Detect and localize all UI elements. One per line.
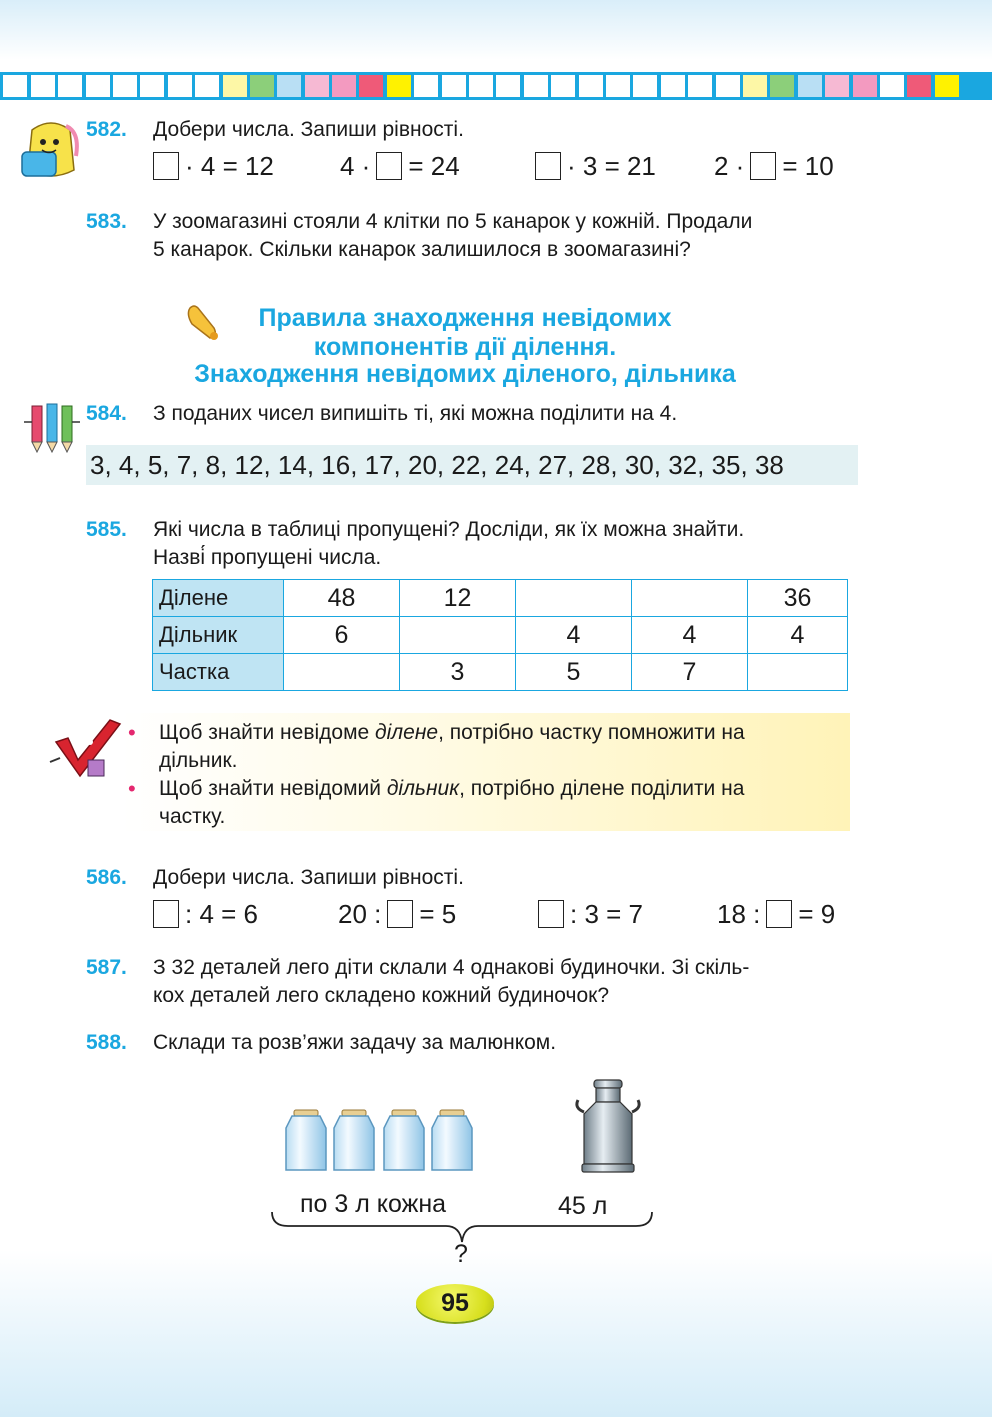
strip-square — [3, 75, 27, 97]
exercise-number-585: 585. — [86, 518, 127, 541]
rule-1-line1: Щоб знайти невідоме ділене, потрібно частку помножити на — [159, 721, 745, 744]
strip-square — [716, 75, 740, 97]
equation-586-4: 18 : = 9 — [717, 899, 836, 929]
exercise-number-582: 582. — [86, 118, 127, 141]
equation-582-2: 4 · = 24 — [340, 151, 460, 181]
table-cell: 48 — [284, 580, 400, 617]
checkmark-mascot-icon — [48, 716, 124, 782]
table-cell — [748, 654, 848, 691]
table-cell — [516, 580, 632, 617]
exercise-588-text: Склади та розв’яжи задачу за малюнком. — [153, 1031, 557, 1054]
strip-square — [387, 75, 411, 97]
answer-box[interactable] — [387, 900, 413, 928]
table-cell: 4 — [632, 617, 748, 654]
strip-square — [223, 75, 247, 97]
strip-square — [113, 75, 137, 97]
exercise-582-text: Добери числа. Запиши рівності. — [153, 118, 464, 141]
section-title-line3: Знаходження невідомих діленого, дільника — [194, 360, 736, 388]
strip-square — [907, 75, 931, 97]
table-cell — [400, 617, 516, 654]
exercise-number-584: 584. — [86, 402, 127, 425]
division-table — [152, 579, 848, 691]
strip-square — [86, 75, 110, 97]
equation-586-3: : 3 = 7 — [538, 898, 643, 930]
strip-square — [250, 75, 274, 97]
exercise-585-line2: Назві́ пропущені числа. — [153, 546, 382, 569]
strip-square — [168, 75, 192, 97]
strip-square — [880, 75, 904, 97]
equation-582-4: 2 · = 10 — [714, 151, 834, 181]
answer-box[interactable] — [153, 900, 179, 928]
strip-square — [524, 75, 548, 97]
pencils-icon — [22, 402, 82, 454]
strip-square — [496, 75, 520, 97]
table-row — [153, 617, 848, 654]
exercise-number-588: 588. — [86, 1031, 127, 1054]
strip-square — [661, 75, 685, 97]
exercise-586-text: Добери числа. Запиши рівності. — [153, 866, 464, 889]
jar-icon — [432, 1110, 472, 1170]
exercise-587-line1: З 32 деталей лего діти склали 4 однакові будиночки. Зі скіль- — [153, 956, 750, 979]
table-cell: 7 — [632, 654, 748, 691]
strip-square — [853, 75, 877, 97]
top-decorative-strip — [0, 72, 992, 100]
exercise-583-line2: 5 канарок. Скільки канарок залишилося в зоомагазині? — [153, 238, 691, 261]
row-header: Ділене — [153, 580, 284, 617]
strip-square — [606, 75, 630, 97]
bullet-icon: • — [128, 776, 136, 801]
equation-586-2: 20 : = 5 — [338, 899, 457, 929]
strip-square — [359, 75, 383, 97]
strip-square — [743, 75, 767, 97]
rule-2-line2: частку. — [159, 805, 226, 828]
table-cell: 36 — [748, 580, 848, 617]
strip-square — [277, 75, 301, 97]
strip-square — [332, 75, 356, 97]
strip-square — [825, 75, 849, 97]
strip-square — [414, 75, 438, 97]
exercise-number-583: 583. — [86, 210, 127, 233]
can-label: 45 л — [558, 1192, 608, 1220]
strip-square — [551, 75, 575, 97]
exercise-587-line2: кох деталей лего складено кожний будиночок? — [153, 984, 610, 1007]
strip-square — [579, 75, 603, 97]
strip-square — [140, 75, 164, 97]
table-row — [153, 580, 848, 617]
exercise-number-586: 586. — [86, 866, 127, 889]
milk-can-icon — [572, 1078, 644, 1174]
section-title-line1: Правила знаходження невідомих — [258, 304, 672, 332]
bullet-icon: • — [128, 720, 136, 745]
exercise-583-line1: У зоомагазині стояли 4 клітки по 5 канарок у кожній. Продали — [153, 210, 753, 233]
answer-box[interactable] — [153, 152, 179, 180]
strip-square — [442, 75, 466, 97]
exercise-number-587: 587. — [86, 956, 127, 979]
equation-582-1: · 4 = 12 — [153, 150, 274, 182]
strip-square — [195, 75, 219, 97]
equation-586-1: : 4 = 6 — [153, 898, 258, 930]
rule-1-line2: дільник. — [159, 749, 238, 772]
jar-icon — [334, 1110, 374, 1170]
row-header: Дільник — [153, 617, 284, 654]
numbers-list: 3, 4, 5, 7, 8, 12, 14, 16, 17, 20, 22, 24, 27, 28, 30, 32, 35, 38 — [86, 445, 858, 485]
answer-box[interactable] — [535, 152, 561, 180]
backpack-icon — [18, 120, 84, 182]
table-cell: 6 — [284, 617, 400, 654]
strip-square — [58, 75, 82, 97]
strip-square — [798, 75, 822, 97]
table-cell — [632, 580, 748, 617]
table-cell: 4 — [516, 617, 632, 654]
table-cell: 4 — [748, 617, 848, 654]
strip-square — [31, 75, 55, 97]
answer-box[interactable] — [766, 900, 792, 928]
jar-icon — [384, 1110, 424, 1170]
table-cell: 3 — [400, 654, 516, 691]
table-cell — [284, 654, 400, 691]
strip-square — [469, 75, 493, 97]
strip-square — [633, 75, 657, 97]
jars-illustration — [280, 1108, 476, 1174]
exercise-585-line1: Які числа в таблиці пропущені? Досліди, як їх можна знайти. — [153, 518, 745, 541]
answer-box[interactable] — [750, 152, 776, 180]
strip-square — [935, 75, 959, 97]
answer-box[interactable] — [538, 900, 564, 928]
jars-label: по 3 л кожна — [300, 1190, 447, 1218]
section-title-line2: компонентів дії ділення. — [313, 333, 617, 361]
rule-2-line1: Щоб знайти невідомий дільник, потрібно ділене поділити на — [159, 777, 745, 800]
question-mark: ? — [454, 1240, 468, 1268]
row-header: Частка — [153, 654, 284, 691]
jar-icon — [286, 1110, 326, 1170]
table-row — [153, 654, 848, 691]
table-cell: 5 — [516, 654, 632, 691]
answer-box[interactable] — [376, 152, 402, 180]
strip-square — [688, 75, 712, 97]
equation-582-3: · 3 = 21 — [535, 150, 656, 182]
page-number: 95 — [416, 1284, 494, 1322]
strip-square — [305, 75, 329, 97]
table-cell: 12 — [400, 580, 516, 617]
exercise-584-text: З поданих чисел випишіть ті, які можна поділити на 4. — [153, 402, 678, 425]
strip-square — [770, 75, 794, 97]
